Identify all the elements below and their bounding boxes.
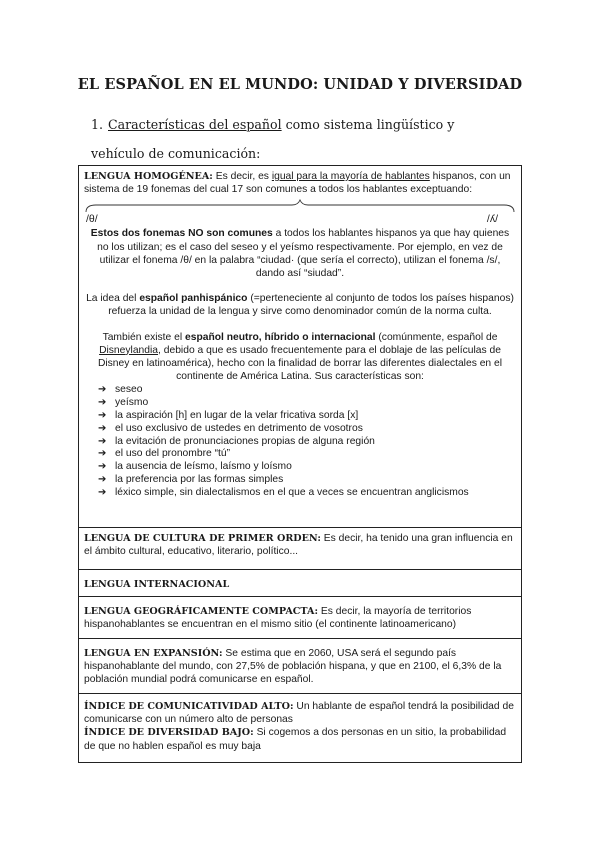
homogenea-paragraph-4	[84, 331, 516, 384]
arrow-icon: ➔	[98, 486, 107, 498]
box-lengua-cultura	[78, 527, 522, 569]
homogenea-p4a: También existe el	[102, 331, 185, 343]
feature-item	[98, 397, 516, 410]
expansion-label: LENGUA EN EXPANSIÓN:	[84, 648, 223, 659]
box-lengua-internacional	[78, 569, 522, 596]
arrow-icon: ➔	[98, 461, 107, 473]
cultura-label: LENGUA DE CULTURA DE PRIMER ORDEN:	[84, 533, 321, 544]
feature-text: la ausencia de leísmo, laísmo y loísmo	[115, 461, 292, 473]
features-list	[84, 384, 516, 499]
box-indices	[78, 693, 522, 763]
feature-item	[98, 474, 516, 487]
homogenea-paragraph-3	[84, 292, 516, 318]
feature-text: la preferencia por las formas simples	[115, 474, 284, 486]
feature-item	[98, 423, 516, 436]
feature-item	[98, 461, 516, 474]
feature-item	[98, 487, 516, 500]
box-lengua-geografica	[78, 596, 522, 638]
phoneme-lambda: /ʎ/	[486, 213, 498, 226]
box-lengua-homogenea	[78, 165, 522, 527]
homogenea-p4c: (comúnmente, español de	[375, 331, 498, 343]
indice-comunicatividad	[84, 700, 516, 726]
homogenea-p4-underlined: Disneylandia	[99, 344, 159, 356]
feature-text: el uso del pronombre “tú”	[115, 448, 231, 460]
homogenea-p4-bold: español neutro, híbrido o internacional	[184, 331, 376, 343]
homogenea-label: LENGUA HOMOGÉNEA:	[84, 171, 213, 182]
homogenea-paragraph-2	[84, 227, 516, 280]
diversidad-label: ÍNDICE DE DIVERSIDAD BAJO:	[84, 727, 254, 739]
phoneme-theta: /θ/	[86, 213, 98, 226]
expansion-paragraph	[84, 647, 516, 687]
arrow-icon: ➔	[98, 474, 107, 486]
geografica-paragraph	[84, 605, 516, 631]
homogenea-p2-text: a todos los hablantes hispanos ya que hay quienes no los utilizan; es el caso del seseo y el yeísmo respectivamente. Por ejemplo, en vez de utilizar el fonema /θ/ en la palabra “ciudad· (que sería el correcto), utilizan el fonema /s/, dando así “siudad”.	[97, 228, 510, 280]
homogenea-p3c: (=perteneciente al conjunto de todos los países hispanos) refuerza la unidad de la lengua y sirve como denominador común de la norma culta.	[108, 293, 514, 318]
section-number: 1.	[91, 117, 104, 132]
feature-item	[98, 448, 516, 461]
box-lengua-expansion	[78, 638, 522, 693]
arrow-icon: ➔	[98, 410, 107, 422]
homogenea-text-2: hispanos, con un sistema de 19 fonemas del cual 17 son comunes a todos los hablantes exceptuando:	[84, 171, 511, 196]
feature-text: seseo	[115, 384, 143, 396]
homogenea-p3a: La idea del	[86, 293, 140, 305]
document-title: EL ESPAÑOL EN EL MUNDO: UNIDAD Y DIVERSIDAD	[77, 76, 523, 93]
feature-text: el uso exclusivo de ustedes en detrimento de vosotros	[115, 422, 363, 434]
arrow-icon: ➔	[98, 397, 107, 409]
homogenea-p4d: , debido a que es usado frecuentemente para el doblaje de las películas de Disney en latinoamérica), hecho con la finalidad de borrar las diferentes dialectales en el continente de América Latina. Sus características son:	[97, 344, 503, 383]
arrow-icon: ➔	[98, 384, 107, 396]
expansion-text: Se estima que en 2060, USA será el segundo país hispanohablante del mundo, con 27,5% de población hispana, y que en 2100, el 6,3% de la población mundial podrá comunicarse en español.	[84, 648, 502, 686]
cultura-text: Es decir, ha tenido una gran influencia en el ámbito cultural, educativo, literario, político...	[84, 533, 513, 558]
feature-text: léxico simple, sin dialectalismos en el que a veces se encuentran anglicismos	[115, 486, 469, 498]
homogenea-text-underlined: igual para la mayoría de hablantes	[271, 171, 430, 182]
homogenea-p2-bold: Estos dos fonemas NO son comunes	[90, 228, 273, 240]
homogenea-p3-bold: español panhispánico	[139, 293, 248, 305]
indice-diversidad	[84, 726, 516, 752]
homogenea-intro	[84, 170, 516, 196]
comunicatividad-label: ÍNDICE DE COMUNICATIVIDAD ALTO:	[84, 701, 294, 712]
feature-text: la aspiración [h] en lugar de la velar fricativa sorda [x]	[115, 410, 359, 422]
feature-item	[98, 384, 516, 397]
feature-text: yeísmo	[115, 397, 149, 409]
arrow-icon: ➔	[98, 422, 107, 434]
curly-brace-icon	[84, 199, 516, 213]
feature-text: la evitación de pronunciaciones propias de alguna región	[115, 435, 375, 447]
phoneme-row	[84, 213, 516, 227]
internacional-paragraph	[84, 578, 516, 591]
geografica-text: Es decir, la mayoría de territorios hispanohablantes se encuentran en el mismo sitio (el continente latinoamericano)	[84, 606, 472, 631]
arrow-icon: ➔	[98, 435, 107, 447]
diversidad-text: Si cogemos a dos personas en un sitio, la probabilidad de que no hablen español es muy baja	[84, 727, 507, 752]
section-heading-rest: como sistema lingüístico y vehículo de comunicación:	[91, 117, 455, 161]
feature-item	[98, 436, 516, 449]
arrow-icon: ➔	[98, 448, 107, 460]
internacional-label: LENGUA INTERNACIONAL	[84, 579, 230, 590]
cultura-paragraph	[84, 532, 516, 558]
section-heading-underlined: Características del español	[108, 117, 282, 132]
comunicatividad-text: Un hablante de español tendrá la posibilidad de comunicarse con un número alto de personas	[84, 701, 514, 726]
section-heading	[91, 110, 511, 168]
feature-item	[98, 410, 516, 423]
homogenea-text-1: Es decir, es	[212, 171, 272, 182]
geografica-label: LENGUA GEOGRÁFICAMENTE COMPACTA:	[84, 606, 319, 617]
